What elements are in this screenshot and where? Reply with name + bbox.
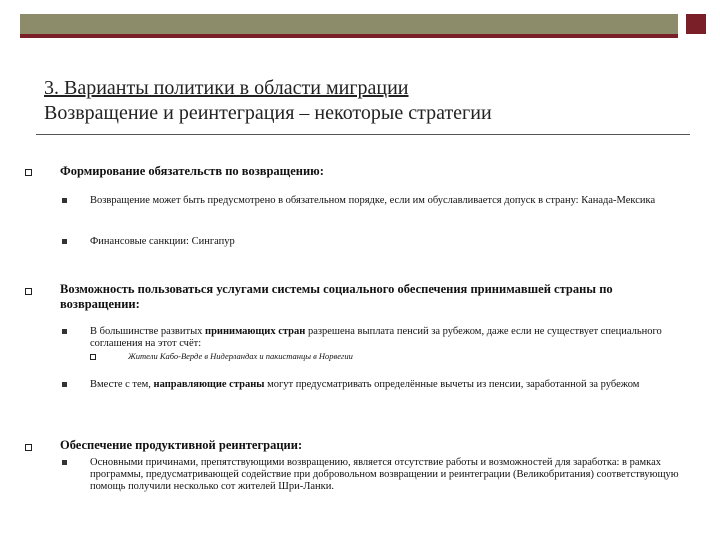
bullet-icon	[62, 239, 67, 244]
title-divider	[36, 134, 690, 135]
bullet-icon	[62, 382, 67, 387]
bullet-icon	[62, 198, 67, 203]
corner-square	[686, 14, 706, 34]
bullet-icon	[62, 329, 67, 334]
square-bullet-icon	[25, 444, 32, 451]
square-bullet-icon	[90, 354, 96, 360]
list-item: Возвращение может быть предусмотрено в обязательном порядке, если им обуславливается допуск в страну: Канада-Мексика	[90, 195, 656, 206]
square-bullet-icon	[25, 169, 32, 176]
square-bullet-icon	[25, 288, 32, 295]
list-item: Вместе с тем, направляющие страны могут предусматривать определённые вычеты из пенсии, заработанной за рубежом	[90, 379, 640, 390]
list-item: Финансовые санкции: Сингапур	[90, 236, 235, 247]
title-line-1: 3. Варианты политики в области миграции	[44, 77, 409, 99]
slide-title	[44, 76, 492, 126]
list-item: Основными причинами, препятствующими возвращению, является отсутствие работы и возможностей для заработка: в рамках программы, предусматривающей содействие при добровольном возвращении и реинтеграции (Великобритания) соответствующую помощь получили несколько сот жителей Шри-Ланки.	[90, 457, 679, 492]
sub-list-item: Жители Кабо-Верде в Нидерландах и пакистанцы в Норвегии	[128, 351, 353, 361]
section-heading: Возможность пользоваться услугами системы социального обеспечения принимавшей страны по возвращении:	[60, 282, 613, 311]
section-heading: Формирование обязательств по возвращению:	[60, 164, 324, 178]
header-accent-line	[20, 34, 678, 38]
bullet-icon	[62, 460, 67, 465]
list-item: В большинстве развитых принимающих стран разрешена выплата пенсий за рубежом, даже если не существует специального соглашения на этот счёт:	[90, 326, 662, 349]
header-bar	[20, 14, 678, 34]
title-line-2: Возвращение и реинтеграция – некоторые стратегии	[44, 102, 492, 124]
section-heading: Обеспечение продуктивной реинтеграции:	[60, 438, 303, 452]
